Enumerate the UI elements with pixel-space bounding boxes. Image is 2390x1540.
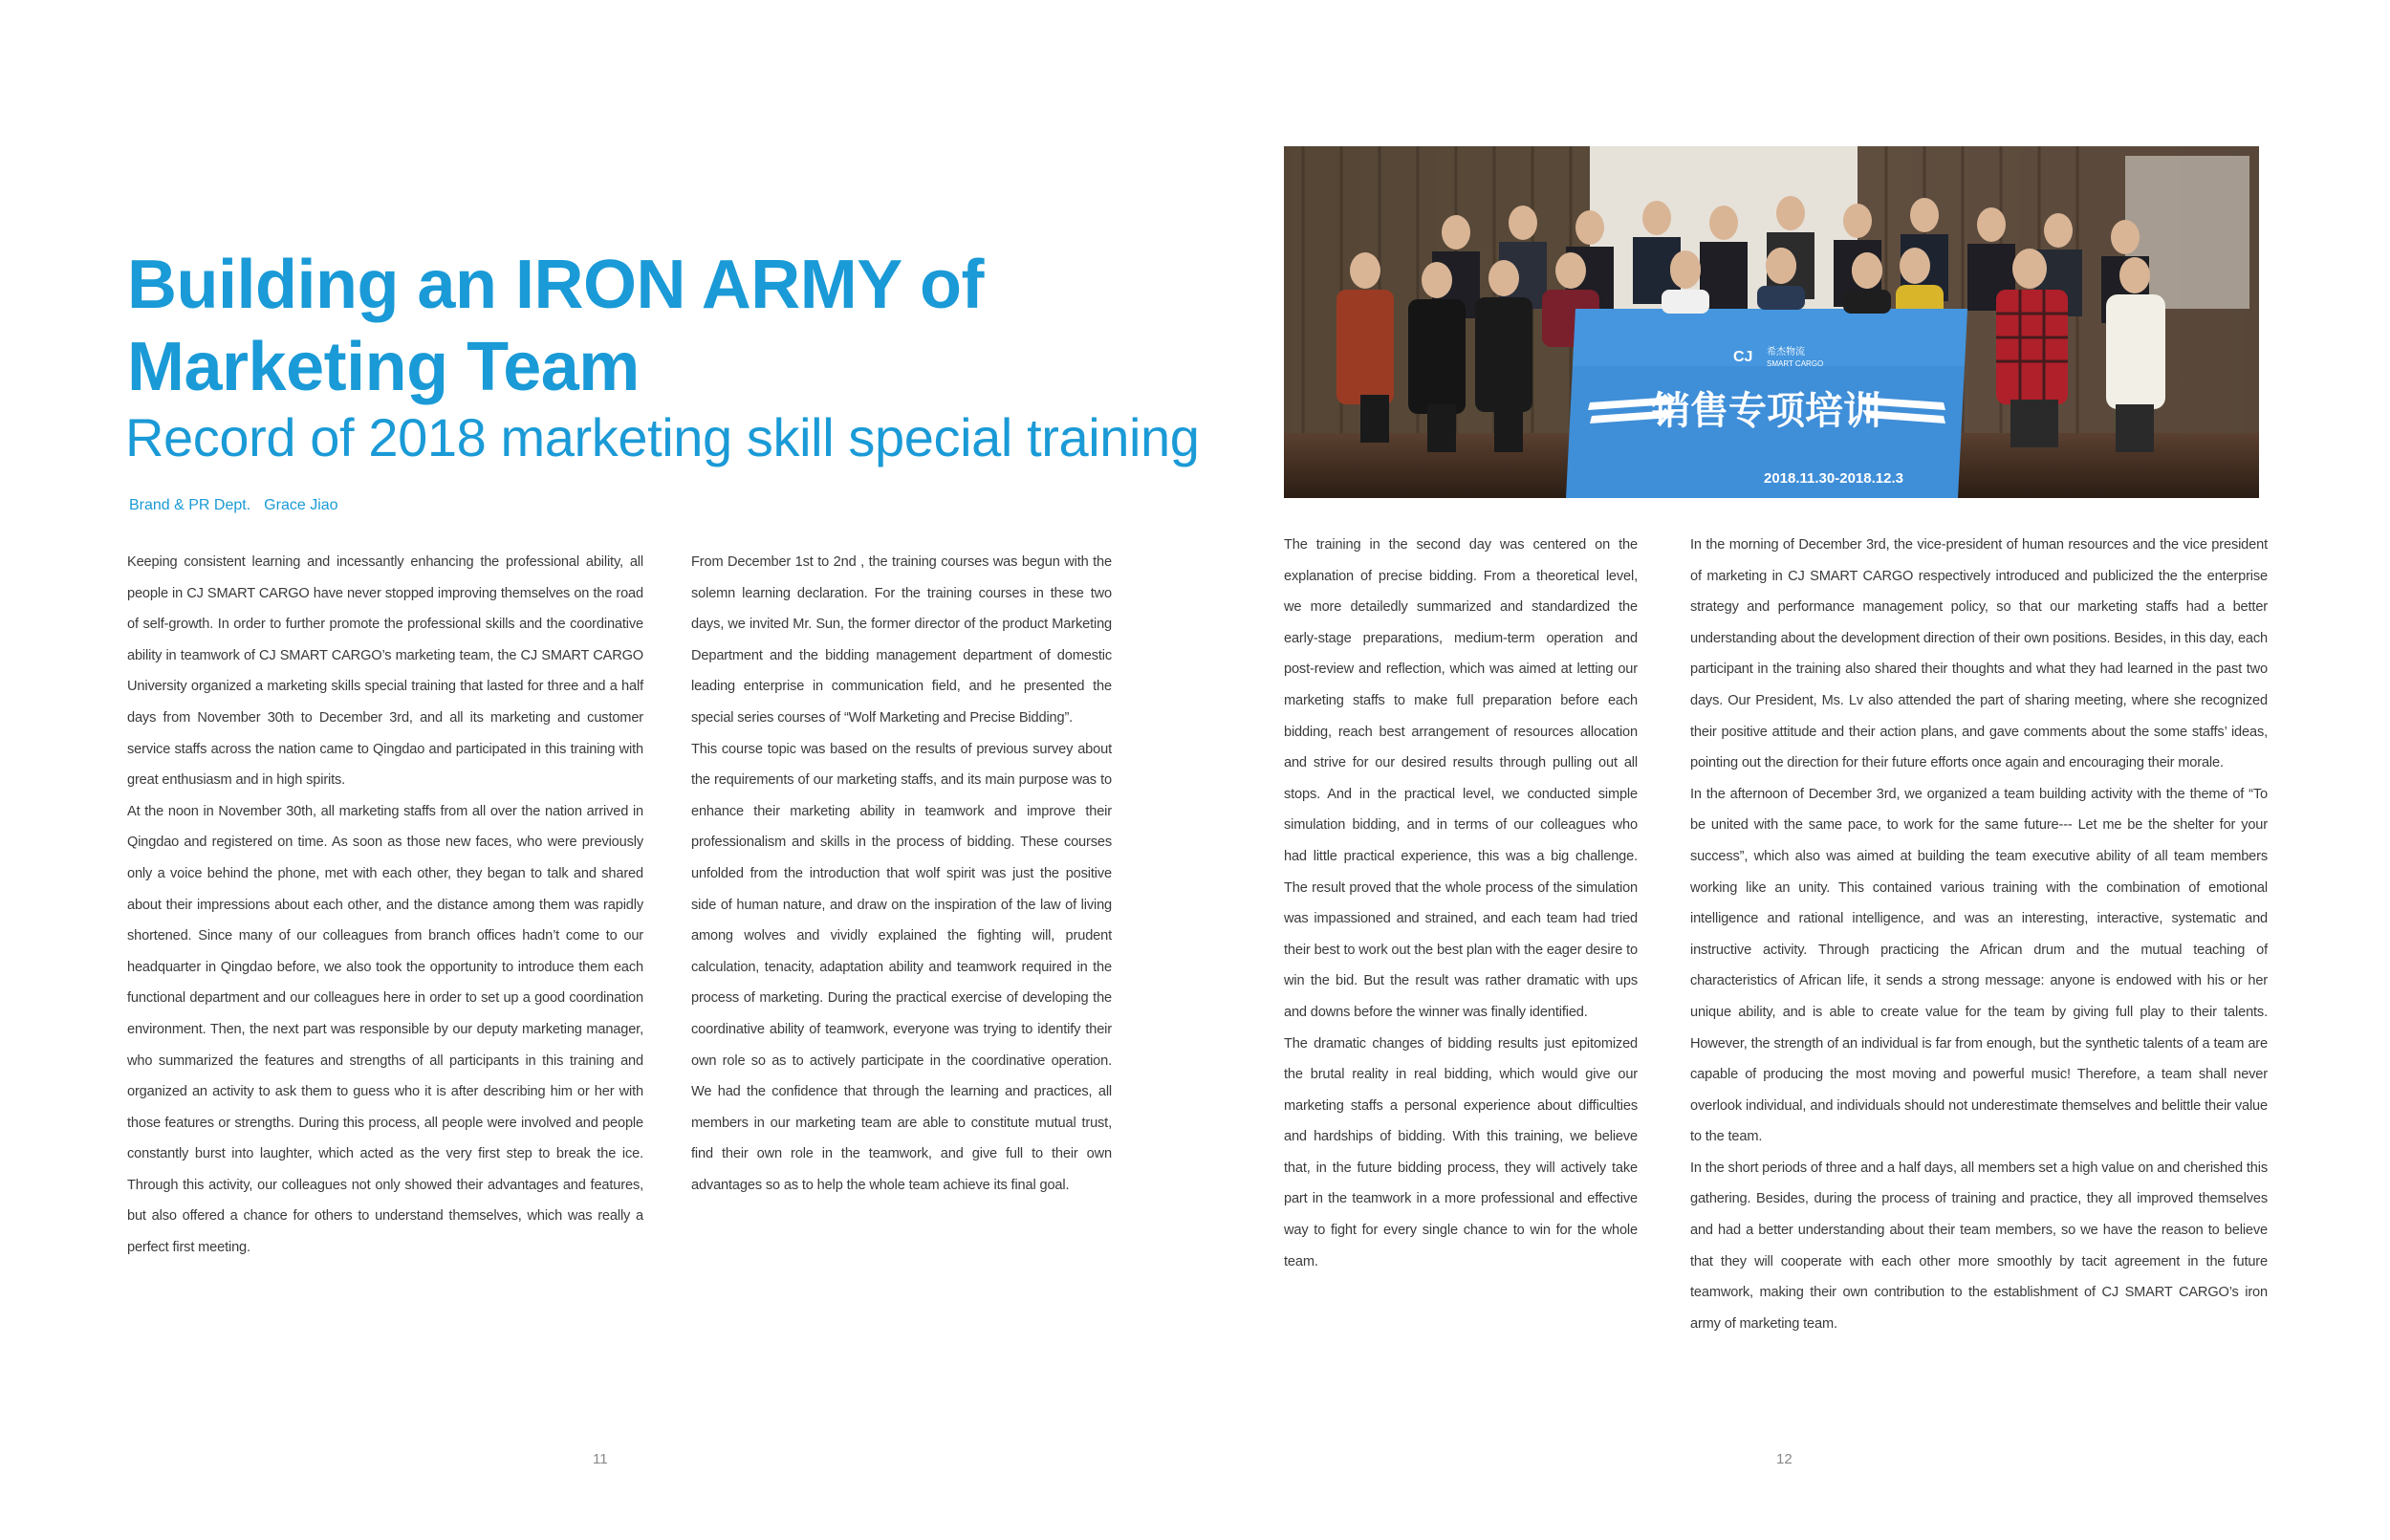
byline-author: Grace Jiao [264, 497, 338, 513]
paragraph: Keeping consistent learning and incessantly enhancing the professional ability, all people in CJ SMART CARGO have never stopped improving themselves on the road of self-growth. In order to further promote the professional skills and the coordinative ability in teamwork of CJ SMART CARGO’s marketing team, the CJ SMART CARGO University organized a marketing skills special training that lasted for three and a half days from November 30th to December 3rd, and all its marketing and customer service staffs across the nation came to Qingdao and participated in this training with great enthusiasm and in high spirits. [127, 554, 643, 789]
page-number-left: 11 [593, 1451, 608, 1467]
text-column-4 [1690, 530, 2268, 1339]
banner-title: 销售专项培训 [1652, 389, 1881, 433]
group-photo [1284, 146, 2259, 498]
text-column-1 [127, 547, 643, 1264]
paragraph: In the short periods of three and a half days, all members set a high value on and cherished this gathering. Besides, during the process of training and practice, they all improved themselves and had a better understanding about their team members, so we have the reason to believe that they will cooperate with each other more smoothly by tacit agreement in the future teamwork, making their own contribution to the establishment of CJ SMART CARGO’s iron army of marketing team. [1690, 1160, 2268, 1332]
byline [129, 497, 338, 514]
banner-brand-en: SMART CARGO [1767, 359, 1824, 368]
paragraph: The training in the second day was centered on the explanation of precise bidding. From a theoretical level, we more detailedly summarized and standardized the early-stage preparations, medium-term operation and post-review and reflection, which was aimed at letting our marketing staffs to make full preparation before each bidding, reach best arrangement of resources allocation and strive for our desired results through pulling out all stops. And in the practical level, we conducted simple simulation bidding, and in terms of our colleagues who had little practical experience, this was a big challenge. The result proved that the whole process of the simulation was impassioned and strained, and each team had tried their best to work out the best plan with the eager desire to win the bid. But the result was rather dramatic with ups and downs before the winner was finally identified. [1284, 537, 1638, 1020]
byline-department: Brand & PR Dept. [129, 497, 251, 513]
title-line-2: Marketing Team [127, 329, 640, 405]
paragraph: This course topic was based on the results of previous survey about the requirements of our marketing staffs, and its main purpose was to enhance their marketing ability in teamwork and improve their professionalism and skills in the process of bidding. These courses unfolded from the introduction that wolf spirit was just the positive side of human nature, and draw on the inspiration of the law of living among wolves and vividly explained the fighting will, prudent calculation, tenacity, adaptation ability and teamwork required in the process of marketing. During the practical exercise of developing the coordinative ability of teamwork, everyone was trying to identify their own role so as to actively participate in the coordinative operation. We had the confidence that through the learning and practices, all members in our marketing team are able to constitute mutual trust, find their own role in the teamwork, and give full to their own advantages so as to help the whole team achieve its final goal. [691, 741, 1112, 1193]
title-line-1: Building an IRON ARMY of [127, 247, 984, 323]
banner-logo: CJ [1733, 349, 1753, 365]
text-column-3 [1284, 530, 1638, 1277]
paragraph: At the noon in November 30th, all marketing staffs from all over the nation arrived in Qingdao and registered on time. As soon as those new faces, who were previously only a voice behind the phone, met with each other, they began to talk and shared about their impressions about each other, and the distance among them was rapidly shortened. Since many of our colleagues from branch offices hadn’t come to our headquarter in Qingdao before, we also took the opportunity to introduce them each functional department and our colleagues here in order to set up a good coordination environment. Then, the next part was responsible by our deputy marketing manager, who summarized the features and strengths of all participants in this training and organized an activity to ask them to guess who it is after describing him or her with those features or strengths. During this process, all people were involved and people constantly burst into laughter, which acted as the very first step to break the ice. Through this activity, our colleagues not only showed their advantages and features, but also offered a chance for others to understand themselves, which was really a perfect first meeting. [127, 803, 643, 1256]
banner-dates: 2018.11.30-2018.12.3 [1764, 470, 1903, 487]
article-subtitle: Record of 2018 marketing skill special training [125, 407, 1200, 467]
banner-brand-cn: 希杰物流 [1767, 347, 1805, 358]
group-photo-illustration [1284, 146, 2259, 498]
paragraph: The dramatic changes of bidding results just epitomized the brutal reality in real bidding, which would give our marketing staffs a personal experience about difficulties and hardships of bidding. With this training, we believe that, in the future bidding process, they will actively take part in the teamwork in a more professional and effective way to fight for every single chance to win for the whole team. [1284, 1035, 1638, 1269]
team-banner [1566, 309, 1967, 498]
paragraph: From December 1st to 2nd , the training courses was begun with the solemn learning declaration. For the training courses in these two days, we invited Mr. Sun, the former director of the product Marketing Department and the bidding management department of domestic leading enterprise in communication field, and he presented the special series courses of “Wolf Marketing and Precise Bidding”. [691, 554, 1112, 726]
text-column-2 [691, 547, 1112, 1201]
page-number-right: 12 [1776, 1451, 1792, 1467]
article-title [127, 244, 1131, 408]
paragraph: In the afternoon of December 3rd, we organized a team building activity with the theme of “To be united with the same pace, to work for the same future--- Let me be the shelter for your success”, which also was aimed at building the team executive ability of all team members working like an unity. This contained various training with the combination of emotional intelligence and rational intelligence, and was an interesting, interactive, systematic and instructive activity. Through practicing the African drum and the mutual teaching of characteristics of African life, it sends a strong message: anyone is endowed with his or her unique ability, and is able to create value for the team by giving full play to their talents. However, the strength of an individual is far from enough, but the synthetic talents of a team are capable of producing the most moving and powerful music! Therefore, a team shall never overlook individual, and individuals should not underestimate themselves and belittle their value to the team. [1690, 786, 2268, 1145]
paragraph: In the morning of December 3rd, the vice-president of human resources and the vice president of marketing in CJ SMART CARGO respectively introduced and publicized the the enterprise strategy and performance management policy, so that our marketing staffs had a better understanding about the development direction of their own positions. Besides, in this day, each participant in the training also shared their thoughts and what they had learned in the past two days. Our President, Ms. Lv also attended the part of sharing meeting, where she recognized their positive attitude and their action plans, and gave comments about the some staffs’ ideas, pointing out the direction for their future efforts once again and encouraging their morale. [1690, 537, 2268, 771]
